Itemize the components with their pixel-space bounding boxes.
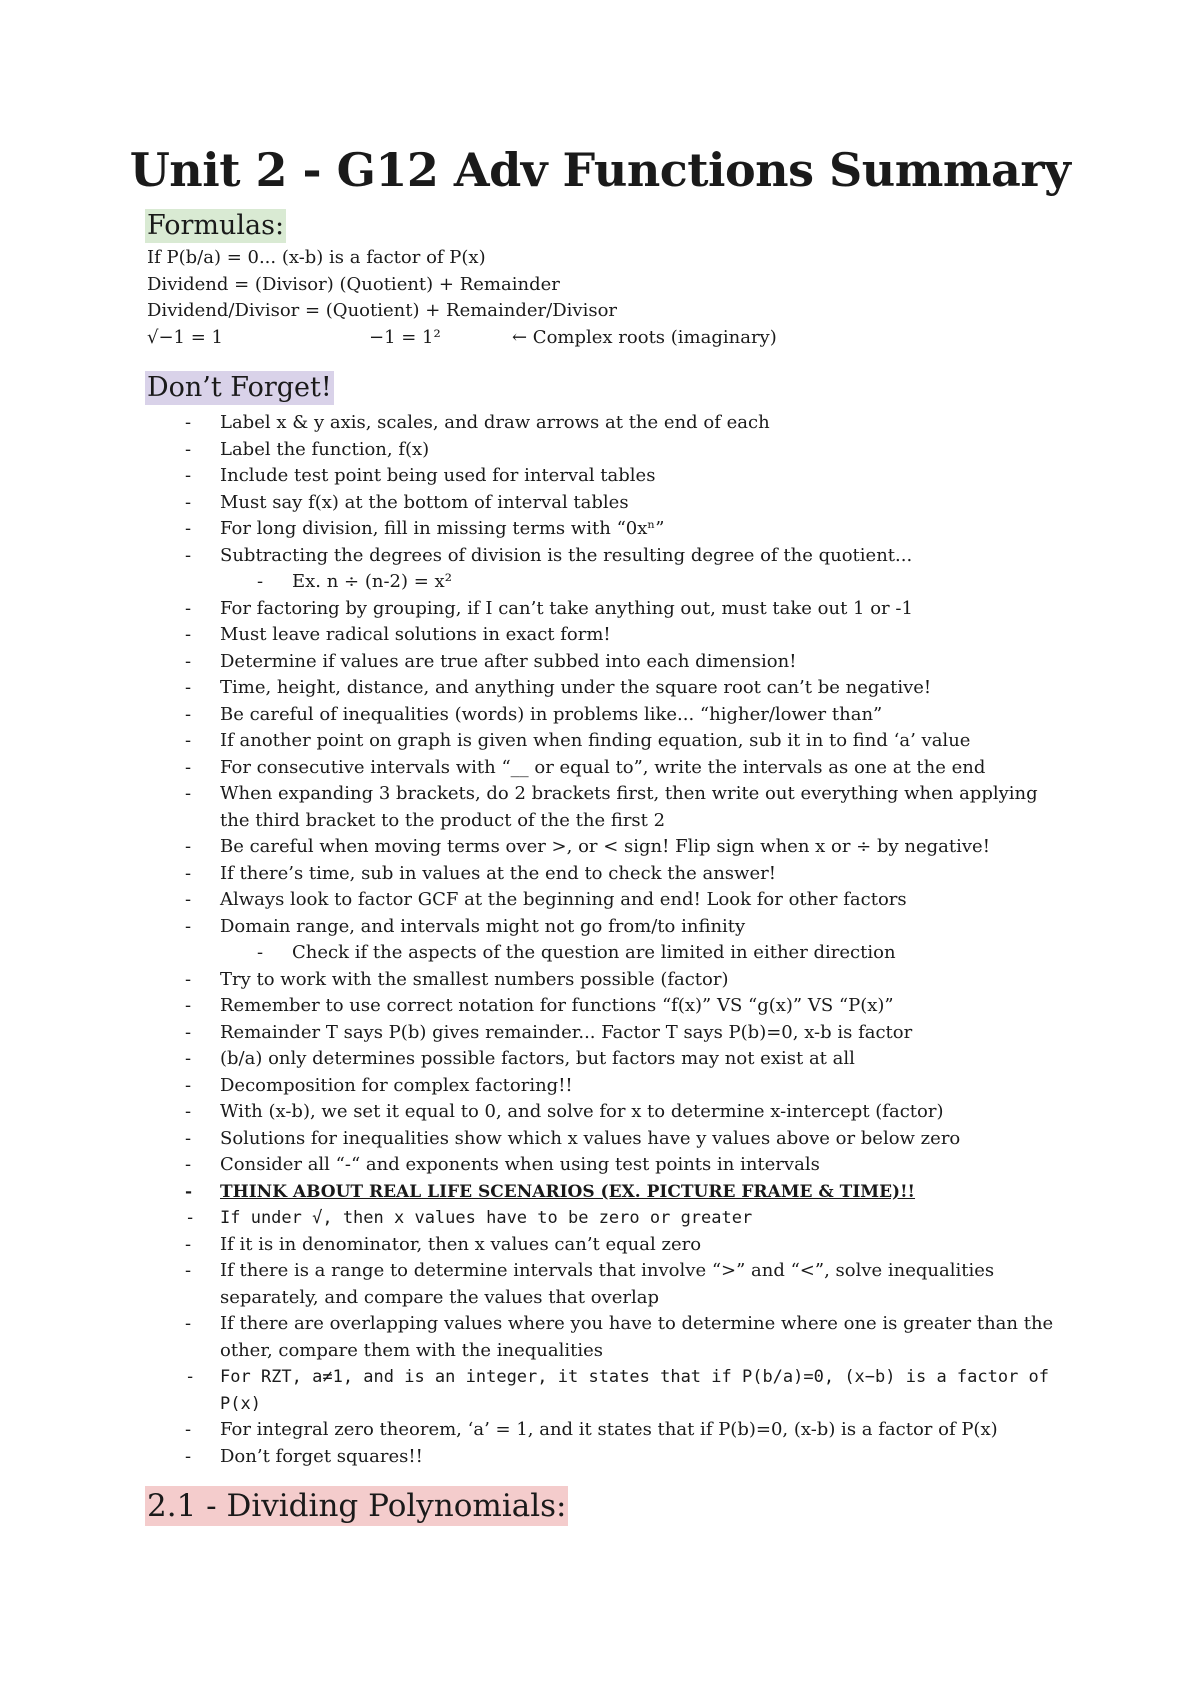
complex-formula-b: −1 = 1²: [369, 326, 441, 348]
list-item: - When expanding 3 brackets, do 2 brackets first, then write out everything when applying the third bracket to the product of the the first 2: [185, 783, 1038, 831]
bullet-dash: -: [185, 1208, 196, 1228]
list-item: - If there are overlapping values where you have to determine where one is greater than the other, compare them with the inequalities: [185, 1313, 1054, 1361]
list-item: - (b/a) only determines possible factors, but factors may not exist at all: [0, 1046, 1070, 1073]
formulas-heading: Formulas:: [147, 210, 285, 241]
bullet-dash: -: [185, 677, 192, 698]
list-subitem: - Check if the aspects of the question are limited in either direction: [0, 940, 1072, 967]
bullet-dash: -: [185, 1367, 196, 1387]
list-item: - Must say f(x) at the bottom of interval tables: [0, 490, 1070, 517]
list-item: - If it is in denominator, then x values can’t equal zero: [0, 1232, 1070, 1259]
bullet-dash: -: [185, 597, 192, 619]
list-item: - Must leave radical solutions in exact form!: [0, 622, 1070, 649]
bullet-dash: -: [185, 968, 192, 990]
bullet-dash: -: [185, 491, 192, 513]
bullet-dash: -: [185, 1048, 192, 1069]
bullet-dash: -: [185, 1127, 192, 1149]
list-subitem: - Ex. n ÷ (n-2) = x²: [0, 569, 1072, 596]
bullet-dash: -: [185, 703, 192, 725]
bullet-dash: -: [185, 650, 192, 672]
bullet-dash: -: [185, 624, 192, 645]
list-item: - Consider all “-“ and exponents when using test points in intervals: [0, 1152, 1070, 1179]
list-item: - Determine if values are true after subbed into each dimension!: [0, 649, 1070, 676]
bullet-dash: -: [185, 836, 192, 857]
bullet-dash: -: [185, 783, 192, 804]
bullet-dash: -: [185, 1419, 192, 1440]
formula-line: Dividend = (Divisor) (Quotient) + Remainder: [147, 273, 560, 295]
complex-roots-note: ← Complex roots (imaginary): [512, 326, 777, 348]
list-item: - Decomposition for complex factoring!!: [0, 1073, 1070, 1100]
bullet-dash: -: [185, 438, 192, 460]
list-item: - Include test point being used for interval tables: [0, 463, 1070, 490]
list-item: - Domain range, and intervals might not go from/to infinity: [0, 914, 1070, 941]
bullet-dash: -: [185, 518, 192, 539]
complex-roots-line: [147, 325, 1107, 352]
dont-forget-heading: Don’t Forget!: [147, 372, 332, 403]
bullet-dash: -: [185, 1021, 192, 1043]
dividing-polynomials-heading: 2.1 - Dividing Polynomials:: [147, 1488, 567, 1524]
list-item: - Be careful of inequalities (words) in problems like... “higher/lower than”: [0, 702, 1070, 729]
list-item: - For RZT, a≠1, and is an integer, it states that if P(b/a)=0, (x−b) is a factor of P(x): [0, 1364, 1070, 1417]
list-item: - Remainder T says P(b) gives remainder... Factor T says P(b)=0, x-b is factor: [0, 1020, 1070, 1047]
list-item: - Label x & y axis, scales, and draw arrows at the end of each: [0, 410, 1070, 437]
list-item-emphasis: - THINK ABOUT REAL LIFE SCENARIOS (EX. PICTURE FRAME & TIME)!!: [0, 1179, 1070, 1206]
list-item: - Subtracting the degrees of division is the resulting degree of the quotient...: [0, 543, 1070, 570]
list-item: - For consecutive intervals with “__ or equal to”, write the intervals as one at the end: [0, 755, 1070, 782]
bullet-dash: -: [185, 544, 192, 566]
list-item: - Solutions for inequalities show which x values have y values above or below zero: [0, 1126, 1070, 1153]
formula-line: If P(b/a) = 0... (x-b) is a factor of P(x): [147, 247, 486, 268]
bullet-dash: -: [185, 1260, 192, 1281]
bullet-dash: -: [185, 1101, 192, 1122]
bullet-dash: -: [185, 862, 192, 884]
list-item: - Always look to factor GCF at the beginning and end! Look for other factors: [0, 887, 1070, 914]
bullet-dash: -: [185, 995, 192, 1016]
bullet-dash: -: [185, 915, 192, 937]
bullet-dash: -: [185, 1074, 192, 1096]
list-item: - For factoring by grouping, if I can’t take anything out, must take out 1 or -1: [0, 596, 1070, 623]
page-title: Unit 2 - G12 Adv Functions Summary: [129, 143, 1071, 197]
bullet-dash: -: [185, 465, 192, 486]
formulas-block: [147, 245, 1107, 351]
list-item: - If there’s time, sub in values at the end to check the answer!: [0, 861, 1070, 888]
bullet-dash: -: [257, 571, 264, 592]
bullet-dash: -: [185, 1445, 192, 1467]
list-item: - If another point on graph is given when finding equation, sub it in to find ‘a’ value: [0, 728, 1070, 755]
bullet-dash: -: [185, 756, 192, 778]
list-item: - If there is a range to determine intervals that involve “>” and “<”, solve inequalities separately, and compare the values that overlap: [185, 1260, 995, 1308]
bullet-dash: -: [185, 1233, 192, 1255]
complex-formula-a: √−1 = 1: [147, 326, 223, 348]
bullet-dash: -: [185, 730, 192, 751]
list-item: - Time, height, distance, and anything under the square root can’t be negative!: [0, 675, 1070, 702]
formula-line: Dividend/Divisor = (Quotient) + Remainder/Divisor: [147, 300, 618, 321]
list-item: - For long division, fill in missing terms with “0xⁿ”: [0, 516, 1070, 543]
list-item: - Don’t forget squares!!: [0, 1444, 1070, 1471]
list-item: - For integral zero theorem, ‘a’ = 1, and it states that if P(b)=0, (x-b) is a factor of P(x): [0, 1417, 1070, 1444]
list-item: - If under √, then x values have to be zero or greater: [0, 1205, 1070, 1232]
list-item: - Label the function, f(x): [0, 437, 1070, 464]
bullet-dash: -: [185, 1313, 192, 1334]
bullet-dash: -: [257, 942, 264, 963]
dont-forget-list: [0, 410, 1200, 1470]
bullet-dash: -: [185, 1154, 192, 1175]
bullet-dash: -: [185, 1181, 193, 1202]
list-item: - Remember to use correct notation for functions “f(x)” VS “g(x)” VS “P(x)”: [0, 993, 1070, 1020]
bullet-dash: -: [185, 889, 192, 910]
list-item: - Try to work with the smallest numbers possible (factor): [0, 967, 1070, 994]
bullet-dash: -: [185, 412, 192, 433]
list-item: - With (x-b), we set it equal to 0, and solve for x to determine x-intercept (factor): [0, 1099, 1070, 1126]
list-item: - Be careful when moving terms over >, or < sign! Flip sign when x or ÷ by negative!: [0, 834, 1070, 861]
